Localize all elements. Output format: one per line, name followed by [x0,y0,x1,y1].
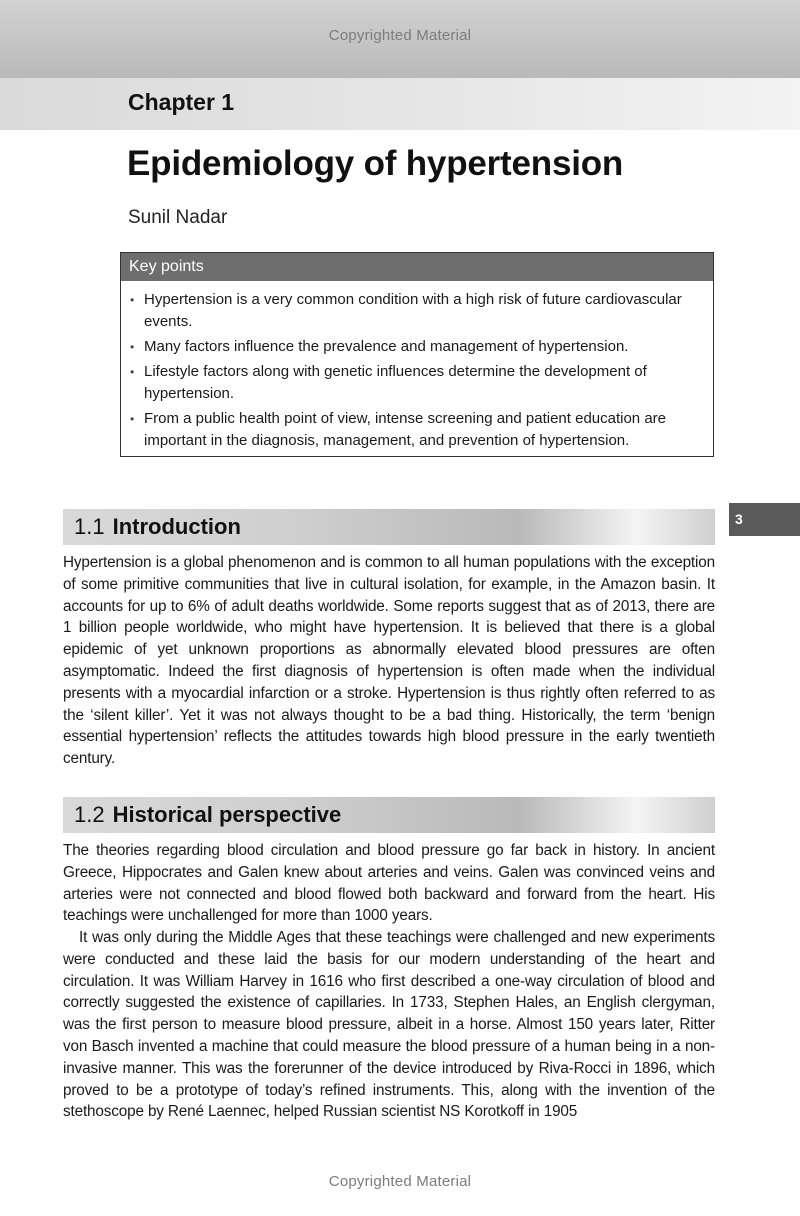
section-number: 1.2 [74,802,105,827]
chapter-label: Chapter 1 [128,89,235,115]
chapter-band [0,78,800,130]
key-points-list [121,281,713,452]
key-point-item [130,289,701,333]
chapter-title: Epidemiology of hypertension [127,144,624,183]
key-point-text: Hypertension is a very common condition with a high risk of future cardiovascular events. [144,291,682,330]
section-title: Historical perspective [112,802,342,827]
key-point-item [130,361,701,405]
section-heading-introduction [63,509,715,545]
section-title: Introduction [112,514,241,539]
bullet-icon: • [130,293,135,307]
section-heading-historical-perspective [63,797,715,833]
page-number-tab: 3 [729,503,800,536]
bullet-icon: • [130,412,135,426]
watermark-top: Copyrighted Material [328,27,472,44]
bullet-icon: • [130,365,135,379]
watermark-bottom: Copyrighted Material [328,1173,472,1190]
key-point-text: Lifestyle factors along with genetic influences determine the development of hypertension. [144,363,647,402]
bullet-icon: • [130,340,135,354]
introduction-paragraph: Hypertension is a global phenomenon and is common to all human populations with the exception of some primitive communities that live in cultural isolation, for example, in the Amazon basin. It accounts for up to 6% of adult deaths worldwide. Some reports suggest that as of 2013, there are 1 billion people worldwide, who might have hypertension. It is believed that there is a global epidemic of yet unknown proportions as abnormally elevated blood pressures are often asymptomatic. Indeed the first diagnosis of hypertension is often made when the individual presents with a myocardial infarction or a stroke. Hypertension is thus rightly often referred to as the ‘silent killer’. Yet it was not always thought to be a bad thing. Historically, the term ‘benign essential hypertension’ reflects the attitudes towards high blood pressure in the early twentieth century. [63,554,715,768]
key-point-text: Many factors influence the prevalence and management of hypertension. [144,338,629,355]
history-paragraph-2: It was only during the Middle Ages that these teachings were challenged and new experiments were conducted and these laid the basis for our modern understanding of the heart and circulation. It was William Harvey in 1616 who first described a one-way circulation of blood and correctly suggested the existence of capillaries. In 1733, Stephen Hales, an English clergyman, was the first person to measure blood pressure, albeit in a horse. Almost 150 years later, Ritter von Basch invented a machine that could measure the blood pressure of a human being in a non-invasive manner. This was the forerunner of the device introduced by Riva-Rocci in 1896, which proved to be a prototype of today’s refined instruments. This, along with the invention of the stethoscope by René Laennec, helped Russian scientist NS Korotkoff in 1905 [63,929,715,1121]
key-point-item [130,408,701,452]
author-name: Sunil Nadar [128,207,228,228]
key-point-text: From a public health point of view, intense screening and patient education are important in the diagnosis, management, and prevention of hypertension. [144,410,666,449]
key-points-box [120,252,714,457]
history-paragraph-1: The theories regarding blood circulation and blood pressure go far back in history. In ancient Greece, Hippocrates and Galen knew about arteries and veins. Galen was convinced veins and arteries were not connected and blood flowed both backward and forward from the heart. His teachings were unchallenged for more than 1000 years. [63,842,715,925]
key-point-item [130,336,701,358]
section-number: 1.1 [74,514,105,539]
key-points-header: Key points [121,253,713,281]
